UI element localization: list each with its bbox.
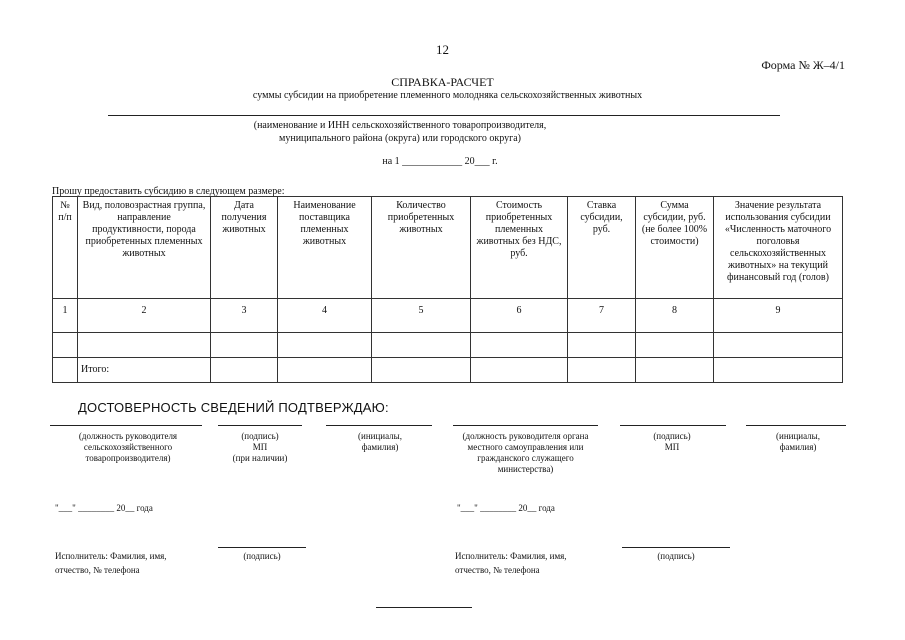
left-executor-signature-label: (подпись)	[243, 551, 281, 561]
right-executor	[455, 549, 567, 577]
right-signature-line	[620, 425, 726, 426]
header-cell-number: № п/п	[53, 197, 78, 299]
right-name-label: (инициалы, фамилия)	[776, 431, 820, 452]
request-text: Прошу предоставить субсидию в следующем размере:	[52, 186, 285, 197]
header-cell-quantity: Количество приобретенных животных	[372, 197, 471, 299]
table-cell[interactable]	[372, 333, 471, 358]
column-number: 9	[714, 299, 843, 333]
organization-blank-line	[108, 115, 780, 116]
table-cell[interactable]	[636, 358, 714, 383]
column-number: 5	[372, 299, 471, 333]
table-cell[interactable]	[568, 358, 636, 383]
right-date-line: "___" ________ 20__ года	[457, 503, 555, 513]
column-number: 6	[471, 299, 568, 333]
left-position-label: (должность руководителя сельскохозяйственного товаропроизводителя)	[78, 431, 178, 463]
table-row-total	[53, 358, 843, 383]
header-cell-rate: Ставка субсидии, руб.	[568, 197, 636, 299]
table-cell[interactable]	[372, 358, 471, 383]
page-number	[0, 42, 905, 58]
table-cell[interactable]	[211, 333, 278, 358]
column-number: 7	[568, 299, 636, 333]
left-signature-block	[214, 431, 306, 464]
table-cell[interactable]	[53, 333, 78, 358]
right-signature-label: (подпись)	[653, 431, 691, 441]
table-cell[interactable]	[714, 358, 843, 383]
total-label: Итого:	[78, 358, 211, 383]
header-cell-cost: Стоимость приобретенных племенных животных без НДС, руб.	[471, 197, 568, 299]
header-cell-result-value: Значение результата использования субсидии «Численность маточного поголовья сельскохозяйственных животных» на текущий финансовый год (голов)	[714, 197, 843, 299]
right-signature-block	[622, 431, 722, 453]
table-row-empty	[53, 333, 843, 358]
organization-caption-line1: (наименование и ИНН сельскохозяйственного товаропроизводителя,	[253, 120, 547, 131]
organization-caption-line2: муниципального района (округа) или городского округа)	[279, 133, 521, 144]
column-number: 8	[636, 299, 714, 333]
column-number: 4	[278, 299, 372, 333]
left-name-label: (инициалы, фамилия)	[358, 431, 402, 452]
left-executor-signature-line	[218, 547, 306, 548]
right-position-label: (должность руководителя органа местного самоуправления или гражданского служащего министерства)	[462, 431, 589, 474]
document-subtitle	[0, 90, 905, 101]
document-subtitle-text: суммы субсидии на приобретение племенного молодняка сельскохозяйственных животных	[252, 90, 643, 101]
left-position-line	[50, 425, 202, 426]
header-cell-subsidy-amount: Сумма субсидии, руб. (не более 100% стоимости)	[636, 197, 714, 299]
table-cell[interactable]	[211, 358, 278, 383]
table-cell[interactable]	[278, 333, 372, 358]
left-stamp-note: (при наличии)	[232, 453, 288, 463]
table-cell[interactable]	[714, 333, 843, 358]
header-cell-animal-type: Вид, половозрастная группа, направление продуктивности, порода приобретенных племенных животных	[78, 197, 211, 299]
right-executor-line2: отчество, № телефона	[455, 565, 540, 575]
header-cell-receipt-date: Дата получения животных	[211, 197, 278, 299]
left-signature-line	[218, 425, 302, 426]
table-cell	[53, 358, 78, 383]
table-cell[interactable]	[471, 333, 568, 358]
left-executor-line1: Исполнитель: Фамилия, имя,	[55, 551, 167, 561]
document-title-text: СПРАВКА-РАСЧЕТ	[391, 75, 494, 89]
table-cell[interactable]	[568, 333, 636, 358]
footer-separator	[376, 607, 472, 608]
right-position-line	[453, 425, 598, 426]
left-executor	[55, 549, 167, 577]
right-executor-signature-label: (подпись)	[657, 551, 695, 561]
subsidy-table	[52, 196, 843, 383]
table-cell[interactable]	[471, 358, 568, 383]
column-number: 3	[211, 299, 278, 333]
table-cell[interactable]	[278, 358, 372, 383]
document-title	[0, 75, 905, 90]
right-executor-signature-line	[622, 547, 730, 548]
left-date-line: "___" ________ 20__ года	[55, 503, 153, 513]
report-date-line: на 1 ____________ 20___ г.	[382, 156, 498, 167]
left-signature-label: (подпись)	[241, 431, 279, 441]
left-executor-line2: отчество, № телефона	[55, 565, 140, 575]
organization-caption	[200, 119, 600, 145]
confirmation-heading: ДОСТОВЕРНОСТЬ СВЕДЕНИЙ ПОДТВЕРЖДАЮ:	[78, 400, 389, 415]
left-name-line	[326, 425, 432, 426]
page-number-text: 12	[436, 42, 449, 57]
right-executor-line1: Исполнитель: Фамилия, имя,	[455, 551, 567, 561]
right-stamp-label: МП	[664, 442, 680, 452]
table-cell[interactable]	[78, 333, 211, 358]
table-header-row	[53, 197, 843, 299]
column-number: 1	[53, 299, 78, 333]
right-name-line	[746, 425, 846, 426]
header-cell-supplier: Наименование поставщика племенных животных	[278, 197, 372, 299]
table-cell[interactable]	[636, 333, 714, 358]
left-stamp-label: МП	[252, 442, 268, 452]
column-number-row	[53, 299, 843, 333]
form-number: Форма № Ж–4/1	[761, 58, 845, 72]
column-number: 2	[78, 299, 211, 333]
